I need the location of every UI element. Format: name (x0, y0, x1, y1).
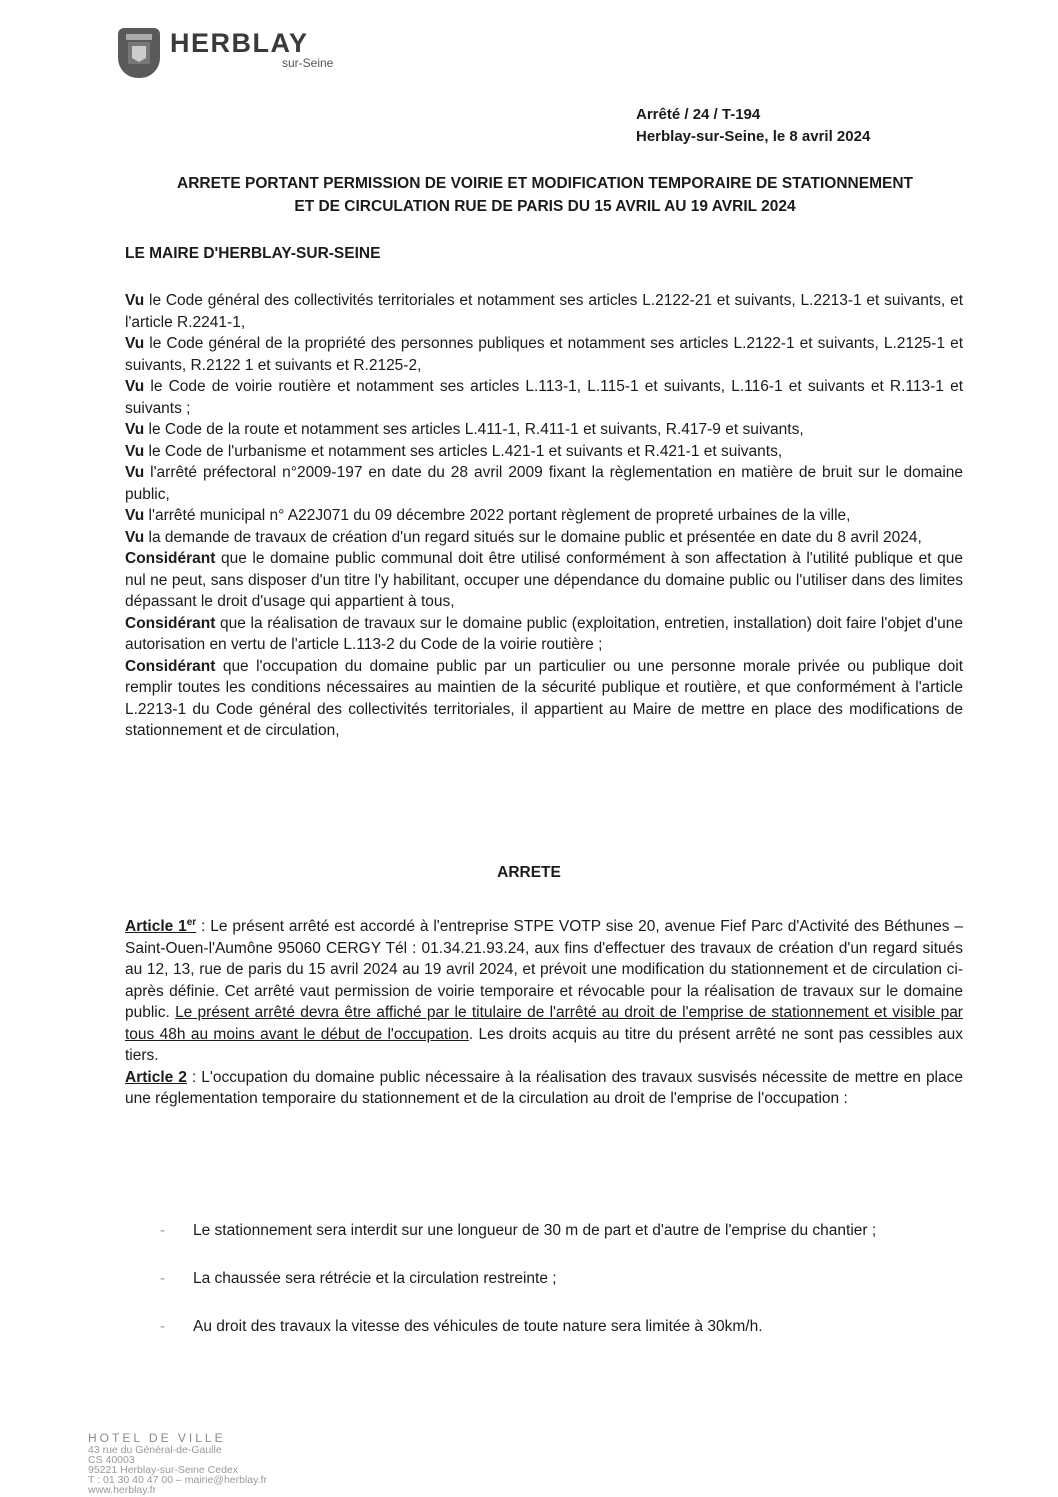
visa-lead: Vu (125, 378, 145, 395)
footer-address (88, 1432, 267, 1495)
visa-text: l'arrêté préfectoral n°2009-197 en date du 28 avril 2009 fixant la règlementation en matière de bruit sur le domaine public, (125, 464, 963, 503)
considerant-paragraph (125, 548, 963, 613)
visa-paragraph (125, 527, 963, 549)
footer-contact: T : 01 30 40 47 00 – mairie@herblay.fr (88, 1474, 267, 1486)
visa-text: le Code de voirie routière et notamment ses articles L.113-1, L.115-1 et suivants, L.116-1 et suivants et R.113-1 et suivants ; (125, 378, 963, 417)
article-1-underlined-text: Le présent arrêté devra être affiché par le titulaire de l'arrêté au droit de l'emprise de stationnement et visible par tous 48h au moins avant le début de l'occupation (125, 1004, 963, 1043)
article-2-label: Article 2 (125, 1068, 187, 1086)
footer-street: 43 rue du Général-de-Gaulle (88, 1444, 222, 1456)
visa-paragraph (125, 419, 963, 441)
article-1-label-text: Article 1 (125, 918, 187, 936)
footer-cs: CS 40003 (88, 1454, 135, 1466)
herblay-logo (118, 28, 333, 78)
maire-heading: LE MAIRE D'HERBLAY-SUR-SEINE (125, 245, 381, 262)
footer-title: HOTEL DE VILLE (88, 1431, 226, 1445)
considerant-lead: Considérant (125, 614, 216, 632)
visa-lead: Vu (125, 528, 145, 546)
dash-bullet-icon: - (160, 1222, 166, 1239)
visa-paragraph (125, 290, 963, 333)
considerant-lead: Considérant (125, 657, 216, 675)
visa-paragraph (125, 441, 963, 463)
visa-paragraph (125, 505, 963, 527)
dash-bullet-icon: - (160, 1270, 166, 1287)
visa-text: le Code de la route et notamment ses articles L.411-1, R.411-1 et suivants, R.417-9 et suivants, (144, 421, 804, 438)
considerant-paragraph (125, 613, 963, 656)
article-1 (125, 912, 963, 1067)
list-item-text: Le stationnement sera interdit sur une longueur de 30 m de part et d'autre de l'emprise du chantier ; (193, 1222, 877, 1239)
logo-name: HERBLAY (170, 28, 309, 58)
visa-text: l'arrêté municipal n° A22J071 du 09 décembre 2022 portant règlement de propreté urbaines de la ville, (144, 507, 851, 524)
measures-list (160, 1220, 964, 1364)
list-item (160, 1268, 964, 1290)
visas-section (125, 290, 963, 742)
visa-text: la demande de travaux de création d'un regard situés sur le domaine public et présentée en date du 8 avril 2024, (144, 528, 922, 546)
dash-bullet-icon: - (160, 1318, 166, 1335)
arrete-reference: Arrêté / 24 / T-194 (636, 106, 761, 123)
coat-of-arms-icon (118, 28, 160, 78)
considerant-paragraph (125, 656, 963, 742)
visa-lead: Vu (125, 335, 145, 352)
visa-text: le Code de l'urbanisme et notamment ses articles L.421-1 et suivants et R.421-1 et suivants, (144, 442, 783, 460)
visa-text: le Code général des collectivités territoriales et notamment ses articles L.2122-21 et suivants, L.2213-1 et suivants, et l'article R.2241-1, (125, 292, 963, 331)
footer-website: www.herblay.fr (88, 1484, 157, 1496)
visa-text: le Code général de la propriété des personnes publiques et notamment ses articles L.2122-1 et suivants, L.2125-1 et suivants, R.2122 1 et suivants et R.2125-2, (125, 335, 963, 374)
article-2-text: : L'occupation du domaine public nécessaire à la réalisation des travaux susvisés nécessite de mettre en place une réglementation temporaire du stationnement et de la circulation au droit de l'emprise de l'occupation : (125, 1068, 963, 1108)
footer-city: 95221 Herblay-sur-Seine Cedex (88, 1464, 238, 1476)
list-item-text: La chaussée sera rétrécie et la circulation restreinte ; (193, 1270, 557, 1287)
list-item-text: Au droit des travaux la vitesse des véhicules de toute nature sera limitée à 30km/h. (193, 1318, 763, 1335)
logo-sub: sur-Seine (282, 56, 334, 70)
document-title (110, 172, 980, 218)
considerant-text: que l'occupation du domaine public par un particulier ou une personne morale privée ou publique doit remplir toutes les conditions nécessaires au maintien de la sécurité publique et routière, et que conformément à l'article L.2213-1 du Code général des collectivités territoriales, il appartient au Maire de mettre en place des modifications de stationnement et de circulation, (125, 657, 963, 739)
place-date: Herblay-sur-Seine, le 8 avril 2024 (636, 128, 871, 145)
visa-lead: Vu (125, 421, 145, 438)
title-line-1: ARRETE PORTANT PERMISSION DE VOIRIE ET MODIFICATION TEMPORAIRE DE STATIONNEMENT (177, 175, 913, 192)
article-1-text: : Le présent arrêté est accordé à l'entreprise STPE VOTP sise 20, avenue Fief Parc d'Activité des Béthunes – Saint-Ouen-l'Aumône 95060 CERGY Tél : 01.34.21.93.24, aux fins d'effectuer des travaux de création d'un regard situés au 12, 13, rue de paris du 15 avril 2024 au 19 avril 2024, et prévoit une modification du stationnement et de circulation ci-après définie. Cet arrêté vaut permission de voirie temporaire et révocable pour la réalisation de travaux sur le domaine public. (125, 918, 963, 1022)
visa-lead: Vu (125, 292, 145, 309)
visa-lead: Vu (125, 507, 145, 524)
considerant-text: que le domaine public communal doit être utilisé conformément à son affectation à l'utilité publique et que nul ne peut, sans disposer d'un titre l'y habilitant, occuper une dépendance du domaine public ou l'utiliser dans des limites dépassant le droit d'usage qui appartient à tous, (125, 550, 963, 610)
visa-lead: Vu (125, 464, 145, 481)
articles-section (125, 912, 963, 1110)
visa-paragraph (125, 462, 963, 505)
visa-paragraph (125, 333, 963, 376)
article-1-sup: er (186, 917, 197, 928)
reference-block (636, 104, 870, 148)
title-line-2: ET DE CIRCULATION RUE DE PARIS DU 15 AVRIL AU 19 AVRIL 2024 (294, 198, 796, 215)
considerant-text: que la réalisation de travaux sur le domaine public (exploitation, entretien, installation) doit faire l'objet d'une autorisation en vertu de l'article L.113-2 du Code de la voirie routière ; (125, 614, 963, 653)
list-item (160, 1220, 964, 1242)
list-item (160, 1316, 964, 1338)
visa-paragraph (125, 376, 963, 419)
visa-lead: Vu (125, 442, 145, 460)
considerant-lead: Considérant (125, 550, 216, 567)
article-1-text-end: . Les droits acquis au titre du présent arrêté ne sont pas cessibles aux tiers. (125, 1025, 963, 1065)
arrete-heading: ARRETE (497, 864, 561, 881)
article-2 (125, 1067, 963, 1110)
article-1-label (125, 918, 196, 935)
